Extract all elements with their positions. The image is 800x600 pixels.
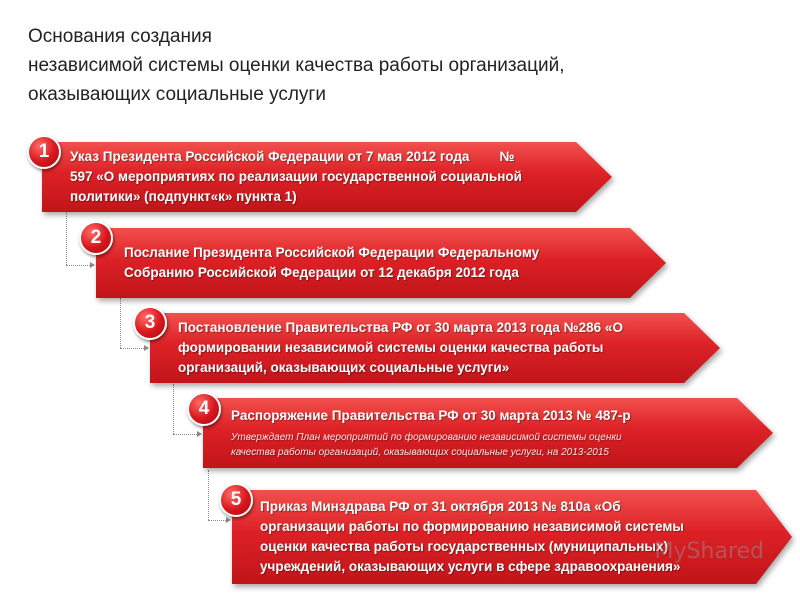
step-3-text bbox=[178, 313, 674, 383]
step-5-line: учреждений, оказывающих услуги в сфере здравоохранения» bbox=[260, 559, 681, 574]
connector-arrowhead bbox=[226, 517, 231, 523]
step-2-arrow bbox=[96, 228, 666, 298]
connector-arrowhead bbox=[90, 262, 95, 268]
step-5-line: организации работы по формированию независимой системы bbox=[260, 519, 684, 534]
title-line-3: оказывающих социальные услуги bbox=[28, 84, 326, 105]
step-4-note-line: качества работы организаций, оказывающих социальные услуги, на 2013-2015 bbox=[231, 447, 609, 458]
step-4-number-badge: 4 bbox=[187, 392, 221, 426]
step-3-number-badge: 3 bbox=[133, 306, 167, 340]
step-5-text bbox=[260, 490, 746, 584]
step-3-line: организаций, оказывающих социальные услуги» bbox=[178, 360, 510, 375]
title-line-1: Основания создания bbox=[28, 26, 212, 47]
step-1-line: Указ Президента Российской Федерации от 7 мая 2012 года № bbox=[70, 149, 515, 164]
connector bbox=[66, 212, 67, 265]
step-4-arrow bbox=[203, 398, 773, 468]
step-1-line: 597 «О мероприятиях по реализации государственной социальной bbox=[70, 169, 522, 184]
connector bbox=[66, 265, 90, 266]
connector bbox=[208, 520, 226, 521]
title-line-2: независимой системы оценки качества работы организаций, bbox=[28, 55, 565, 76]
step-4-note-line: Утверждает План мероприятий по формированию независимой системы оценки bbox=[231, 432, 622, 443]
step-2-line: Послание Президента Российской Федерации Федеральному bbox=[124, 245, 540, 260]
step-4-line: Распоряжение Правительства РФ от 30 марта 2013 № 487-р bbox=[231, 408, 631, 423]
step-3-arrow bbox=[150, 313, 720, 383]
step-5-line: Приказ Минздрава РФ от 31 октября 2013 № 810а «Об bbox=[260, 499, 621, 514]
step-2-line: Собранию Российской Федерации от 12 декабря 2012 года bbox=[124, 265, 519, 280]
step-1-line: политики» (подпункт«к» пункта 1) bbox=[70, 189, 297, 204]
step-3-line: Постановление Правительства РФ от 30 марта 2013 года №286 «О bbox=[178, 320, 623, 335]
step-5-arrow bbox=[232, 490, 792, 584]
watermark-text: MyShared bbox=[654, 539, 764, 564]
connector bbox=[173, 434, 197, 435]
connector bbox=[120, 298, 121, 348]
slide-title bbox=[28, 22, 768, 109]
step-2-text bbox=[124, 228, 620, 298]
step-1-number-badge: 1 bbox=[27, 135, 61, 169]
step-5-line: оценки качества работы государственных (муниципальных) bbox=[260, 539, 668, 554]
step-4-note bbox=[231, 430, 727, 460]
connector bbox=[208, 470, 209, 520]
step-1-arrow bbox=[42, 142, 612, 212]
connector bbox=[173, 384, 174, 434]
step-1-text bbox=[70, 142, 566, 212]
step-5-number-badge: 5 bbox=[219, 483, 253, 517]
connector-arrowhead bbox=[144, 345, 149, 351]
connector bbox=[120, 348, 144, 349]
step-4-text bbox=[231, 398, 727, 468]
connector-arrowhead bbox=[197, 431, 202, 437]
step-3-line: формировании независимой системы оценки качества работы bbox=[178, 340, 604, 355]
step-2-number-badge: 2 bbox=[79, 221, 113, 255]
